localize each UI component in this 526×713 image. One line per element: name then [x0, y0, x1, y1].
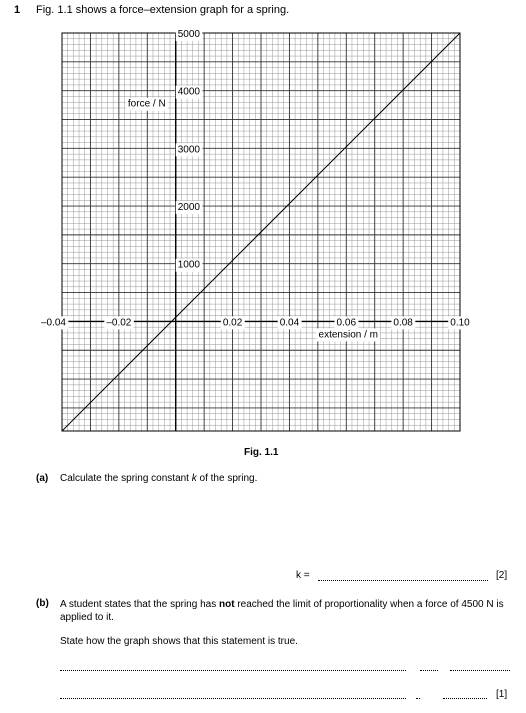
part-a-answer-line[interactable] — [318, 580, 488, 581]
part-b-instruction: State how the graph shows that this statement is true. — [60, 636, 298, 647]
y-tick-label: 4000 — [177, 86, 200, 98]
x-tick-label: 0.02 — [222, 317, 243, 329]
x-tick-label: –0.02 — [106, 317, 132, 329]
x-axis-label: extension / m — [318, 329, 379, 341]
question-number: 1 — [14, 4, 21, 16]
part-a-marks: [2] — [496, 570, 508, 581]
x-tick-label: –0.04 — [40, 317, 66, 329]
figure-caption: Fig. 1.1 — [244, 447, 279, 458]
answer-line-1a[interactable] — [60, 670, 406, 671]
answer-line-1c[interactable] — [450, 670, 510, 671]
part-b-statement: A student states that the spring has not reached the limit of proportionality when a force of 4500 N is applied to it. — [60, 599, 504, 623]
answer-line-2b[interactable] — [416, 698, 420, 699]
part-a-answer-label: k = — [296, 570, 310, 581]
part-a-label: (a) — [36, 473, 49, 484]
y-tick-label: 5000 — [177, 29, 200, 40]
answer-line-2c[interactable] — [443, 698, 487, 699]
answer-line-1b[interactable] — [420, 670, 438, 671]
x-tick-label: 0.10 — [450, 317, 470, 329]
x-tick-label: 0.06 — [336, 317, 357, 329]
x-tick-label: 0.04 — [279, 317, 300, 329]
part-a-question: Calculate the spring constant k of the spring. — [60, 473, 258, 484]
answer-line-2a[interactable] — [60, 698, 406, 699]
not-emphasis: not — [219, 599, 235, 610]
x-tick-label: 0.08 — [393, 317, 413, 329]
question-intro: Fig. 1.1 shows a force–extension graph for a spring. — [36, 4, 290, 16]
y-tick-label: 1000 — [177, 259, 200, 271]
y-axis-label: force / N — [127, 98, 166, 110]
spring-constant-symbol: k — [191, 473, 197, 484]
part-b-marks: [1] — [496, 689, 508, 700]
y-tick-label: 3000 — [177, 144, 200, 156]
y-tick-label: 2000 — [177, 202, 200, 214]
part-b-label: (b) — [36, 598, 49, 609]
